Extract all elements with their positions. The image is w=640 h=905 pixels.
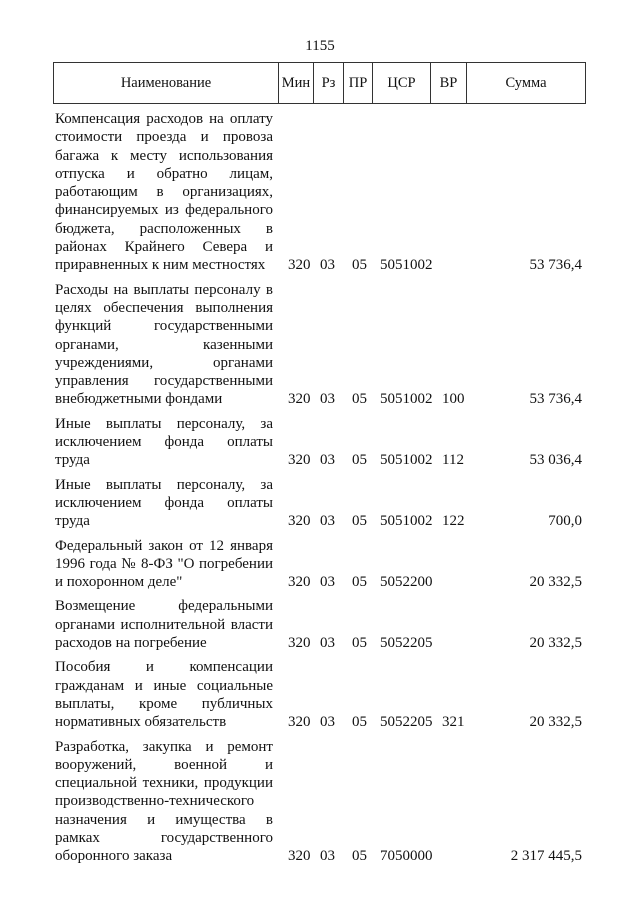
cell-sum: 20 332,5 — [529, 714, 582, 731]
cell-pr: 05 — [352, 574, 367, 591]
row-name-line: Разработка, закупка и ремонт — [55, 738, 273, 755]
cell-csr: 5051002 — [380, 391, 433, 408]
row-name-line: специальной техники, продукции — [55, 775, 273, 792]
table-row — [55, 652, 585, 731]
cell-min: 320 — [288, 848, 311, 865]
cell-sum: 53 736,4 — [529, 257, 582, 274]
row-name-line: выплаты, кроме публичных — [55, 695, 273, 712]
table-header — [53, 62, 586, 104]
row-name-line: финансируемых из федерального — [55, 202, 273, 219]
cell-pr: 05 — [352, 391, 367, 408]
row-name-line: расходов на погребение — [55, 635, 207, 652]
row-name-line: назначения и имущества в — [55, 811, 273, 828]
row-name-line: учреждениями, органами — [55, 354, 273, 371]
row-name-line: Компенсация расходов на оплату — [55, 111, 273, 127]
row-name-line: Расходы на выплаты персоналу в — [55, 281, 273, 298]
cell-csr: 5051002 — [380, 513, 433, 530]
row-name-line: приравненных к ним местностях — [55, 257, 266, 274]
cell-vr: 100 — [442, 391, 465, 408]
cell-sum: 700,0 — [548, 513, 582, 530]
cell-sum: 20 332,5 — [529, 635, 582, 652]
cell-min: 320 — [288, 391, 311, 408]
row-name-line: производственно-технического — [55, 793, 255, 810]
row-name-line: исключением фонда оплаты — [55, 494, 273, 511]
row-name-line: вооружений, военной и — [55, 756, 273, 773]
row-name-line: труда — [55, 513, 90, 530]
cell-rz: 03 — [320, 452, 335, 469]
cell-rz: 03 — [320, 574, 335, 591]
row-name-line: Иные выплаты персоналу, за — [55, 415, 273, 432]
row-name-line: нормативных обязательств — [55, 714, 227, 731]
row-name-line: Федеральный закон от 12 января — [55, 537, 273, 554]
cell-min: 320 — [288, 714, 311, 731]
row-name-line: Возмещение федеральными — [55, 598, 273, 615]
table-row — [55, 470, 585, 531]
header-sum: Сумма — [467, 63, 586, 104]
row-name-line: внебюджетными фондами — [55, 391, 223, 408]
row-name-line: отпуска и обратно лицам, — [55, 165, 273, 182]
row-name-line: 1996 года № 8-ФЗ "О погребении — [55, 555, 273, 572]
cell-sum: 2 317 445,5 — [510, 848, 582, 865]
row-name-line: Иные выплаты персоналу, за — [55, 476, 273, 493]
row-name-line: Пособия и компенсации — [55, 659, 273, 676]
cell-min: 320 — [288, 574, 311, 591]
cell-min: 320 — [288, 452, 311, 469]
row-name-line: и похоронном деле" — [55, 574, 183, 591]
row-name-line: целях обеспечения выполнения — [55, 299, 273, 316]
row-name-line: рамках государственного — [55, 829, 273, 846]
row-name-line: багажа к месту использования — [55, 147, 273, 164]
row-name-line: труда — [55, 452, 90, 469]
cell-sum: 53 036,4 — [529, 452, 582, 469]
cell-rz: 03 — [320, 635, 335, 652]
cell-csr: 5052205 — [380, 635, 433, 652]
table-body — [55, 104, 585, 866]
header-name: Наименование — [54, 63, 279, 104]
cell-min: 320 — [288, 513, 311, 530]
table-row — [55, 531, 585, 592]
row-name-line: органами, казенными — [55, 336, 273, 353]
cell-csr: 5052200 — [380, 574, 433, 591]
header-pr: ПР — [344, 63, 373, 104]
cell-sum: 53 736,4 — [529, 391, 582, 408]
header-vr: ВР — [431, 63, 467, 104]
header-csr: ЦСР — [373, 63, 431, 104]
row-name-line: бюджета, расположенных в — [55, 220, 273, 237]
cell-csr: 5051002 — [380, 452, 433, 469]
cell-csr: 7050000 — [380, 848, 433, 865]
cell-min: 320 — [288, 635, 311, 652]
cell-rz: 03 — [320, 391, 335, 408]
header-min: Мин — [279, 63, 314, 104]
cell-vr: 122 — [442, 513, 465, 530]
cell-rz: 03 — [320, 714, 335, 731]
row-name-line: оборонного заказа — [55, 848, 173, 865]
row-name-line: работающим в организациях, — [55, 184, 273, 201]
row-name — [55, 110, 273, 275]
cell-rz: 03 — [320, 513, 335, 530]
cell-pr: 05 — [352, 635, 367, 652]
cell-pr: 05 — [352, 848, 367, 865]
cell-vr: 112 — [442, 452, 464, 469]
row-name-line: районах Крайнего Севера и — [55, 239, 273, 256]
cell-pr: 05 — [352, 257, 367, 274]
row-name-line: стоимости проезда и провоза — [55, 129, 273, 146]
row-name-line: управления государственными — [55, 373, 273, 390]
page-number: 1155 — [305, 38, 335, 54]
cell-pr: 05 — [352, 513, 367, 530]
cell-csr: 5052205 — [380, 714, 433, 731]
cell-pr: 05 — [352, 714, 367, 731]
cell-csr: 5051002 — [380, 257, 433, 274]
cell-rz: 03 — [320, 257, 335, 274]
row-name-line: исключением фонда оплаты — [55, 434, 273, 451]
table-row — [55, 732, 585, 866]
row-name-line: органами исполнительной власти — [55, 616, 273, 633]
cell-min: 320 — [288, 257, 311, 274]
cell-rz: 03 — [320, 848, 335, 865]
row-name-line: гражданам и иные социальные — [55, 677, 273, 694]
cell-sum: 20 332,5 — [529, 574, 582, 591]
header-rz: Рз — [314, 63, 344, 104]
row-name-line: функций государственными — [55, 318, 273, 335]
table-row — [55, 409, 585, 470]
cell-vr: 321 — [442, 714, 465, 731]
table-row — [55, 275, 585, 409]
cell-pr: 05 — [352, 452, 367, 469]
table-row — [55, 104, 585, 275]
table-row — [55, 591, 585, 652]
